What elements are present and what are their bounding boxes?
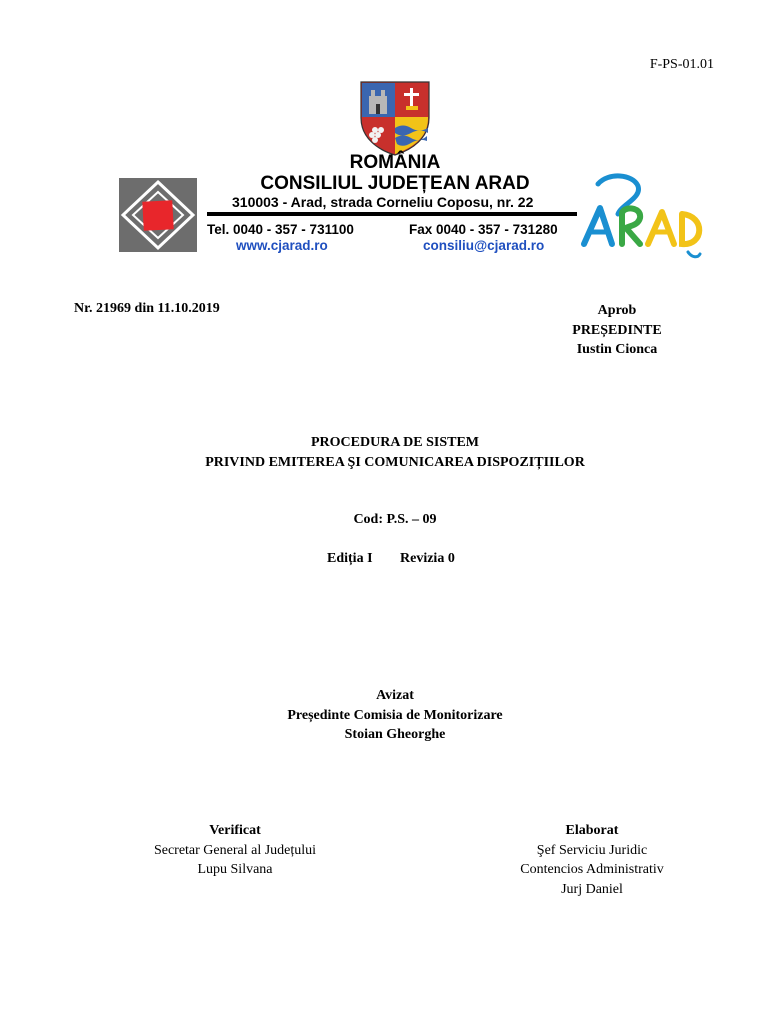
council-name: CONSILIUL JUDEȚEAN ARAD — [260, 173, 530, 194]
procedure-code: Cod: P.S. – 09 — [353, 512, 437, 527]
council-address: 310003 - Arad, strada Corneliu Coposu, nr. 22 — [232, 194, 534, 210]
country-name: ROMÂNIA — [349, 152, 441, 173]
approval-block — [560, 301, 674, 360]
endorsement-block — [0, 686, 770, 745]
prepared-name: Jurj Daniel — [561, 881, 623, 897]
registration-number: Nr. 21969 din 11.10.2019 — [74, 301, 220, 316]
verified-role: Secretar General al Județului — [153, 842, 317, 858]
council-logo-icon — [119, 178, 197, 252]
coat-of-arms-icon — [357, 78, 433, 156]
letterhead-divider — [207, 212, 577, 216]
form-code: F-PS-01.01 — [649, 57, 714, 72]
prepared-label: Elaborat — [565, 823, 619, 838]
website-link[interactable]: www.cjarad.ro — [236, 238, 328, 253]
phone-number: Tel. 0040 - 357 - 731100 — [207, 222, 354, 237]
approval-name: Iustin Cionca — [576, 342, 658, 357]
verified-label: Verificat — [209, 823, 261, 838]
prepared-block — [492, 821, 692, 899]
endorsement-role: Președinte Comisia de Monitorizare — [287, 707, 503, 723]
email-link[interactable]: consiliu@cjarad.ro — [423, 238, 545, 253]
arad-brand-logo — [578, 172, 710, 262]
revision-label: Revizia 0 — [400, 551, 455, 566]
verified-block — [120, 821, 350, 880]
title-line-2: PRIVIND EMITEREA ŞI COMUNICAREA DISPOZIȚIILOR — [205, 454, 585, 470]
endorsement-name: Stoian Gheorghe — [344, 727, 446, 742]
prepared-role-2: Contencios Administrativ — [520, 862, 664, 877]
verified-name: Lupu Silvana — [197, 862, 273, 877]
fax-number: Fax 0040 - 357 - 731280 — [409, 222, 558, 237]
prepared-role-1: Şef Serviciu Juridic — [536, 842, 648, 858]
title-line-1: PROCEDURA DE SISTEM — [310, 435, 480, 450]
document-title — [0, 433, 770, 472]
approval-role: PREȘEDINTE — [572, 322, 662, 338]
approval-label: Aprob — [597, 303, 637, 318]
endorsement-label: Avizat — [376, 688, 414, 703]
edition-label: Ediția I — [327, 551, 373, 566]
